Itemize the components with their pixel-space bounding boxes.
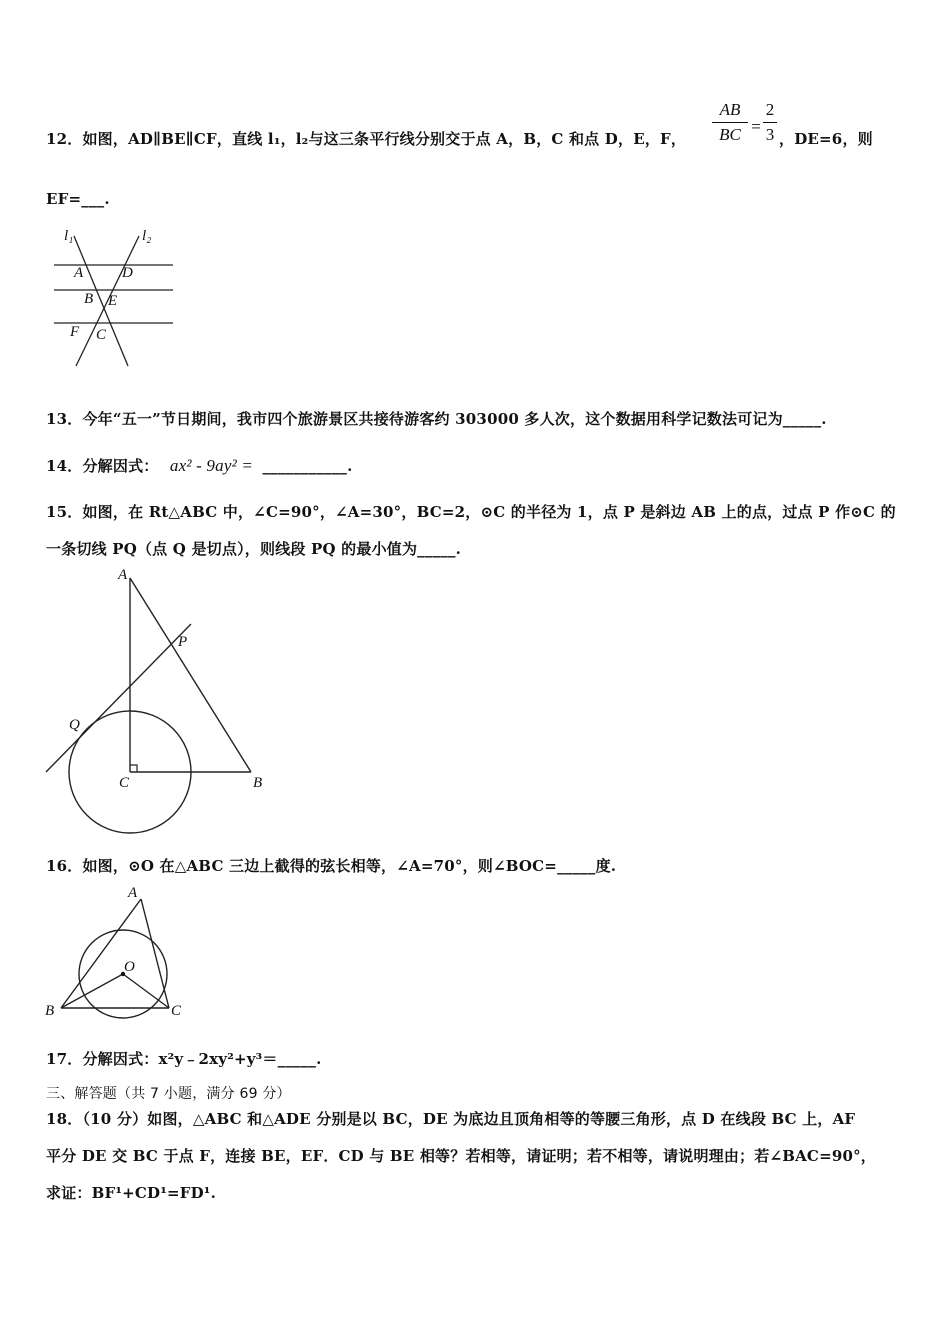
q12-line1: 12．如图，AD∥BE∥CF，直线 l₁，l₂与这三条平行线分别交于点 A，B，C 和点 D，E，F， <box>46 130 687 148</box>
q14-blank: ___________. <box>262 457 353 475</box>
q12-figure <box>50 228 180 368</box>
label-o: O <box>124 959 135 975</box>
q13-text: 13．今年“五一”节日期间，我市四个旅游景区共接待游客约 303000 多人次，这个数据用科学记数法可记为_____. <box>46 410 827 428</box>
q12-frac2-den: 3 <box>765 125 775 144</box>
side-ac <box>141 899 169 1008</box>
q12-frac-den: BC <box>719 125 741 144</box>
side-ab <box>130 578 251 772</box>
label-b: B <box>84 291 94 307</box>
q12-frac-num: AB <box>719 100 741 119</box>
q16-text: 16．如图，⊙O 在△ABC 三边上截得的弦长相等，∠A=70°，则∠BOC=_____度. <box>46 857 617 875</box>
label-f: F <box>70 324 80 340</box>
q12-tail: ，DE=6，则 <box>779 130 873 148</box>
q15-line1: 15．如图，在 Rt△ABC 中，∠C=90°，∠A=30°，BC=2，⊙C 的半径为 1，点 P 是斜边 AB 上的点，过点 P 作⊙C 的 <box>46 503 896 521</box>
label-q: Q <box>69 717 80 733</box>
section-3-title: 三、解答题（共 7 小题，满分 69 分） <box>46 1086 291 1102</box>
label-l1: l₁ <box>64 228 74 244</box>
label-e: E <box>108 293 118 309</box>
line-l1 <box>74 236 128 366</box>
q14-prefix: 14．分解因式： <box>46 457 159 475</box>
q12-line2: EF=___. <box>46 190 110 208</box>
label-c: C <box>96 327 107 343</box>
q12-fraction-ab-bc <box>712 100 748 145</box>
q18-line2: 平分 DE 交 BC 于点 F，连接 BE，EF．CD 与 BE 相等？若相等，请证明；若不相等，请说明理由；若∠BAC=90°， <box>46 1147 877 1165</box>
label-b: B <box>253 775 263 791</box>
q17-prefix: 17．分解因式： <box>46 1050 159 1068</box>
label-d: D <box>122 265 133 281</box>
label-p: P <box>178 634 188 650</box>
q15-figure <box>44 566 269 838</box>
label-a: A <box>128 885 138 901</box>
label-c: C <box>171 1003 182 1019</box>
q17-expression: x²y﹣2xy²+y³＝_____. <box>158 1050 322 1068</box>
q15-line2: 一条切线 PQ（点 Q 是切点），则线段 PQ 的最小值为_____. <box>46 540 462 558</box>
right-angle-mark <box>130 765 137 772</box>
q16-figure <box>44 882 189 1022</box>
tangent-line-pq <box>46 624 191 772</box>
label-b: B <box>45 1003 55 1019</box>
q12-equals: = <box>751 117 761 136</box>
label-a: A <box>74 265 84 281</box>
q17-line <box>46 1048 322 1069</box>
label-a: A <box>118 567 128 583</box>
q14-expression: ax² - 9ay² = <box>169 456 253 475</box>
side-ab <box>61 899 141 1008</box>
q14-line <box>46 455 353 476</box>
q18-line1: 18．（10 分）如图，△ABC 和△ADE 分别是以 BC，DE 为底边且顶角相等的等腰三角形，点 D 在线段 BC 上，AF <box>46 1110 856 1128</box>
label-l2: l₂ <box>142 228 152 244</box>
label-c: C <box>119 775 130 791</box>
q12-frac2-num: 2 <box>765 100 775 119</box>
q18-line3: 求证：BF¹+CD¹=FD¹. <box>46 1184 216 1202</box>
q12-fraction-2-3 <box>763 100 777 145</box>
segment-bo <box>61 974 123 1008</box>
